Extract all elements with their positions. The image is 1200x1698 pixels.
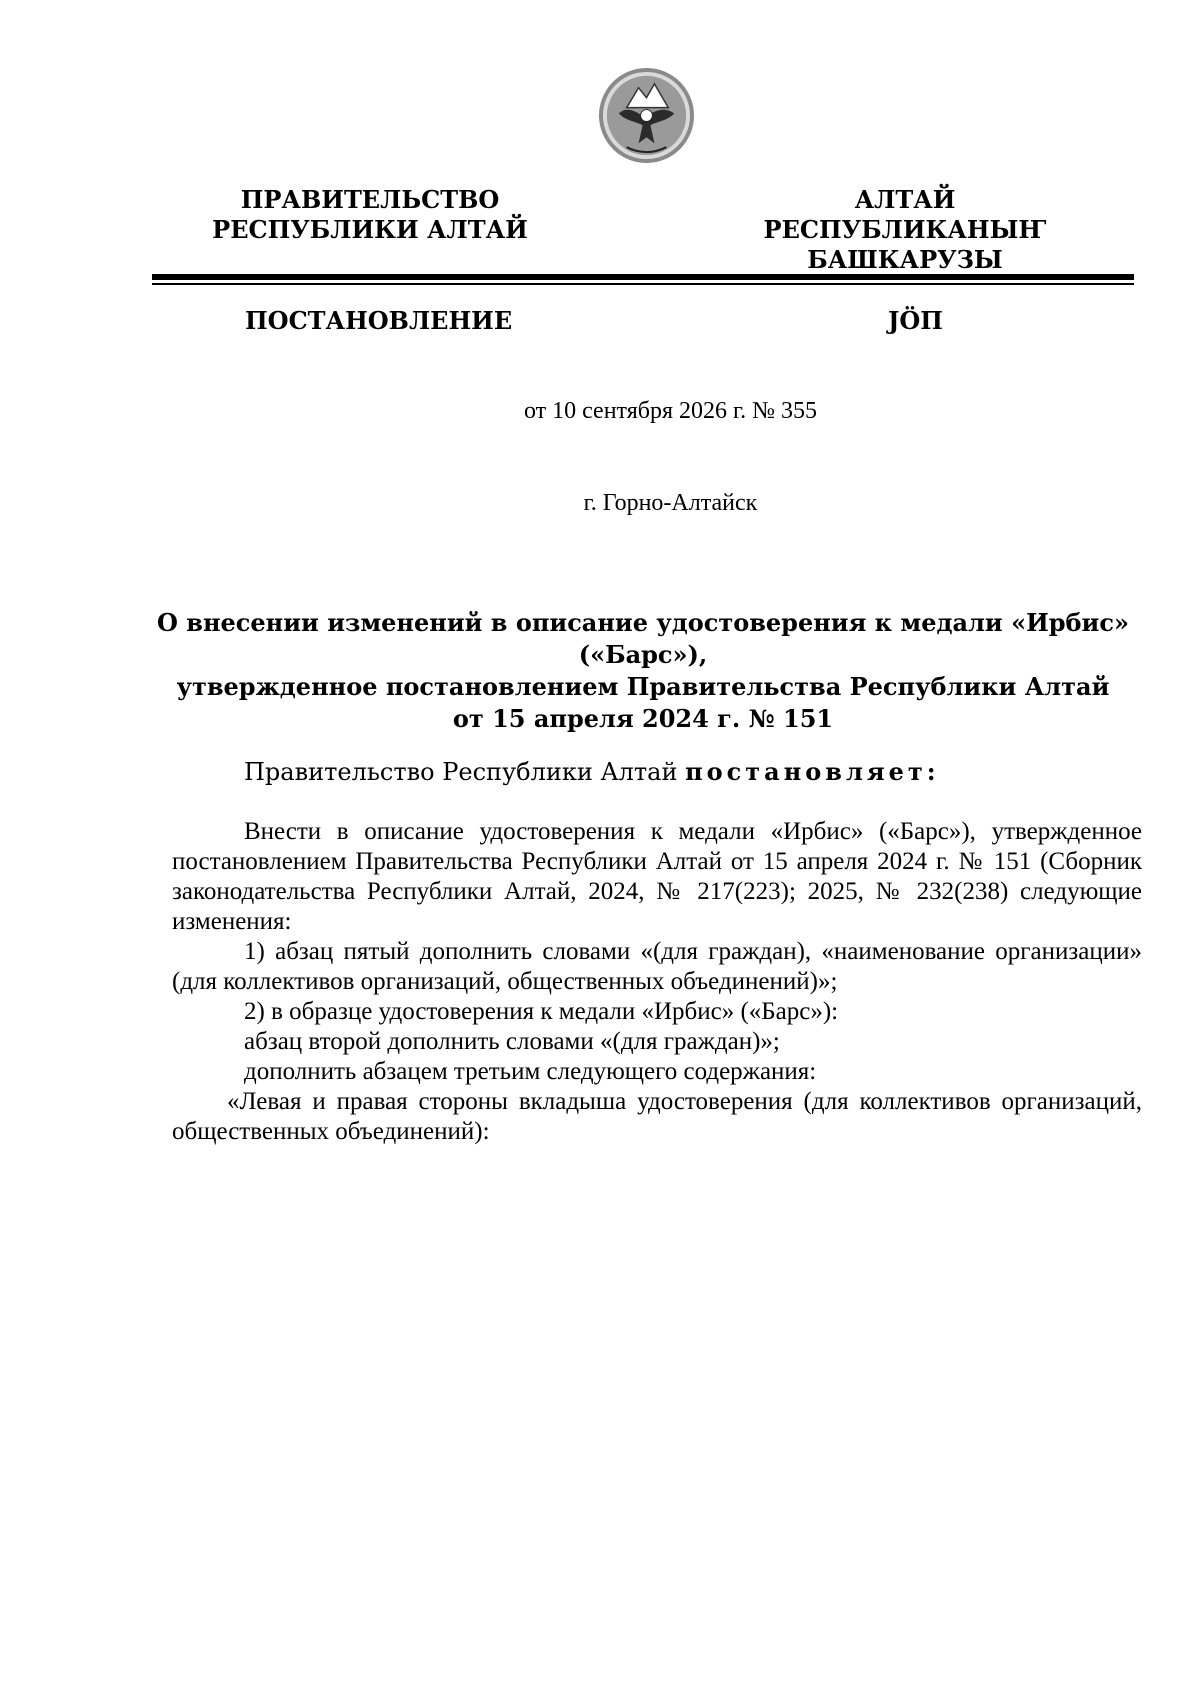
government-name-ru-line2: РЕСПУБЛИКИ АЛТАЙ: [212, 215, 528, 244]
government-name-alt-line2: БАШКАРУЗЫ: [807, 245, 1003, 274]
document-body: [172, 817, 1142, 1147]
body-paragraph-5: дополнить абзацем третьим следующего содержания:: [244, 1058, 817, 1085]
document-title-line1: О внесении изменений в описание удостоверения к медали «Ирбис» («Барс»),: [157, 608, 1129, 669]
body-paragraph-4: абзац второй дополнить словами «(для граждан)»;: [244, 1028, 780, 1055]
document-date-number: от 10 сентября 2026 г. № 355: [523, 398, 818, 424]
body-paragraph-2: 1) абзац пятый дополнить словами «(для граждан), «наименование организации» (для коллективов организаций, общественных объединений)»;: [172, 938, 1142, 995]
government-name-alt: [735, 185, 1075, 275]
header-divider-thick: [152, 274, 1134, 280]
government-name-alt-line1: АЛТАЙ РЕСПУБЛИКАНЫҤ: [763, 185, 1047, 244]
document-city: г. Горно-Алтайск: [583, 490, 758, 516]
document-title-line3: от 15 апреля 2024 г. № 151: [452, 704, 834, 733]
document-title-line2: утвержденное постановлением Правительства Республики Алтай: [176, 672, 1110, 701]
government-name-ru: [205, 185, 535, 245]
body-paragraph-1: Внести в описание удостоверения к медали «Ирбис» («Барс»), утвержденное постановлением Правительства Республики Алтай от 15 апреля 2024 г. № 151 (Сборник законодательства Республики Алтай, 2024, № 217(223); 2025, № 232(238) следующие изменения:: [172, 818, 1142, 935]
government-name-ru-line1: ПРАВИТЕЛЬСТВО: [240, 185, 500, 214]
decree-intro: Правительство Республики Алтай: [244, 758, 686, 786]
body-paragraph-3: 2) в образце удостоверения к медали «Ирбис» («Барс»):: [244, 998, 839, 1025]
decree-statement: [244, 757, 940, 787]
document-type-ru: ПОСТАНОВЛЕНИЕ: [245, 306, 513, 335]
document-type-alt: JÖП: [888, 306, 943, 335]
body-paragraph-6: «Левая и правая стороны вкладыша удостоверения (для коллективов организаций, общественных объединений):: [172, 1088, 1142, 1145]
coat-of-arms-emblem: [597, 66, 696, 165]
header-divider-thin: [152, 283, 1134, 285]
decree-keyword: постановляет:: [685, 757, 940, 786]
document-title: [152, 607, 1134, 735]
